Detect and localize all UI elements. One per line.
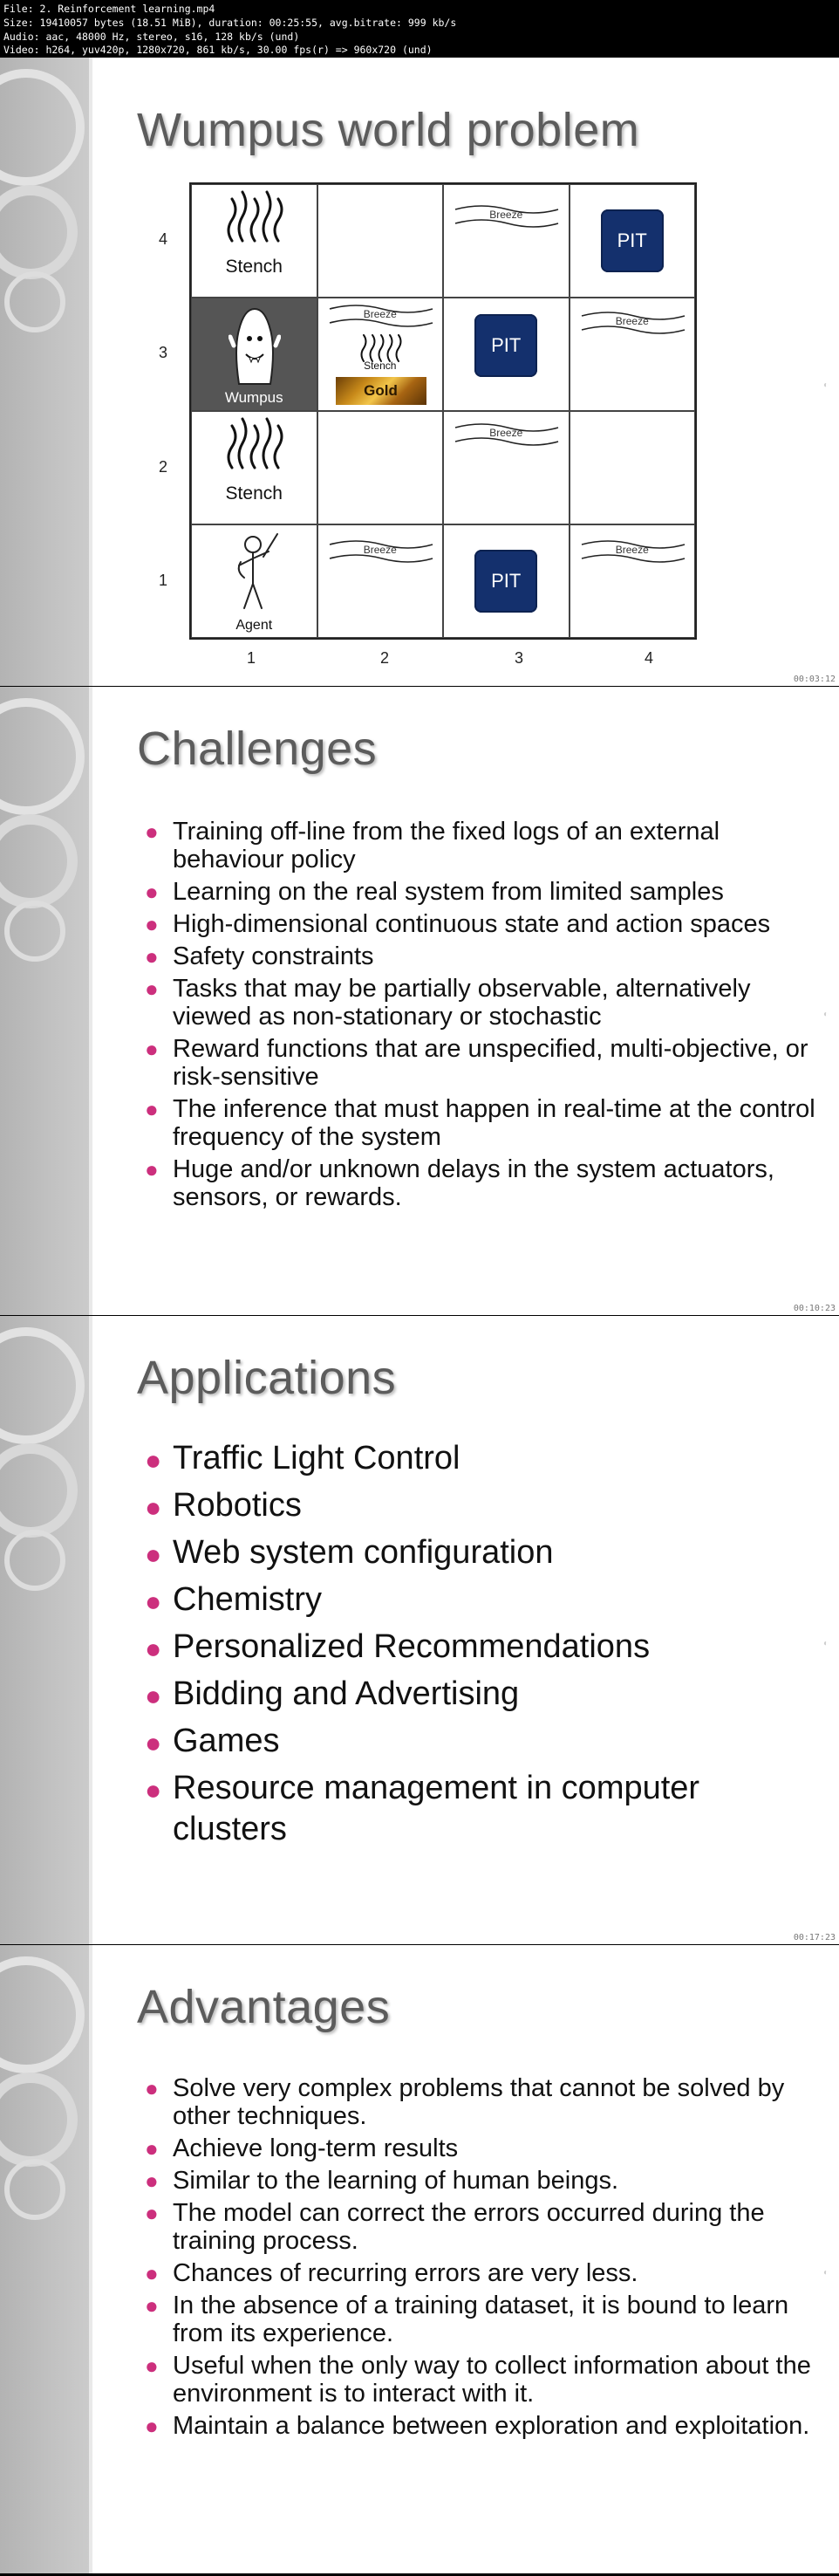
wumpus-grid: [189, 182, 697, 640]
bullet-dot-icon: ●: [145, 819, 159, 845]
slide-title: Applications: [137, 1352, 397, 1404]
breeze-indicator: [578, 536, 686, 565]
bullet-text: The inference that must happen in real-time at the control frequency of the system: [173, 1095, 815, 1151]
cell-2-4: [317, 184, 444, 298]
list-item: [145, 1095, 816, 1151]
breeze-label: Breeze: [489, 427, 523, 439]
list-item: [145, 2352, 816, 2408]
watermark-logo: ◐: [822, 1010, 829, 1019]
list-item: [145, 1579, 781, 1620]
bullet-list: [145, 2074, 816, 2444]
decorative-circles: [0, 66, 105, 346]
stench-icon: [223, 188, 286, 244]
list-item: [145, 1674, 781, 1715]
bullet-dot-icon: ●: [145, 2292, 159, 2319]
col-label-4: 4: [645, 649, 654, 667]
bullet-dot-icon: ●: [145, 2260, 159, 2286]
stench-icon: [358, 333, 404, 363]
info-line-video: Video: h264, yuv420p, 1280x720, 861 kb/s, 30.00 fps(r) => 960x720 (und): [3, 44, 433, 57]
info-line-audio: Audio: aac, 48000 Hz, stereo, s16, 128 kb/s (und): [3, 30, 300, 43]
watermark-logo: ◐: [822, 380, 829, 390]
list-item: [145, 2134, 816, 2162]
gold-treasure: Gold: [336, 377, 426, 405]
stench-icon: [223, 415, 286, 471]
slide-title: Challenges: [137, 723, 378, 775]
cell-4-4: [570, 184, 696, 298]
breeze-indicator: [326, 300, 434, 330]
frame-timestamp: 00:17:23: [793, 1933, 836, 1942]
bullet-dot-icon: ●: [145, 1586, 162, 1617]
bullet-dot-icon: ●: [145, 1491, 162, 1523]
breeze-label: Breeze: [489, 209, 523, 221]
watermark-logo: ◐: [822, 2268, 829, 2278]
breeze-indicator: [452, 201, 560, 230]
bullet-dot-icon: ●: [145, 1680, 162, 1711]
slide-advantages: [0, 1945, 839, 2573]
list-item: [145, 878, 816, 906]
breeze-indicator: [578, 307, 686, 337]
bullet-text: Resource management in computer clusters: [173, 1770, 700, 1847]
bullet-text: Tasks that may be partially observable, alternatively viewed as non-stationary or stochastic: [173, 975, 751, 1031]
bullet-text: Maintain a balance between exploration and exploitation.: [173, 2412, 810, 2440]
pit-tile: PIT: [474, 550, 537, 613]
bullet-dot-icon: ●: [145, 1774, 162, 1805]
slide-applications: [0, 1316, 839, 1944]
agent-figure-icon: [229, 531, 281, 614]
bullet-dot-icon: ●: [145, 2413, 159, 2439]
breeze-indicator: [452, 419, 560, 449]
cell-3-1: [443, 524, 570, 638]
list-item: [145, 1532, 781, 1573]
frame-timestamp: 00:03:12: [793, 675, 836, 684]
list-item: [145, 942, 816, 970]
row-label-2: 2: [159, 458, 168, 476]
wumpus-monster-icon: [229, 305, 281, 389]
pit-tile: PIT: [474, 314, 537, 377]
bullet-text: Training off-line from the fixed logs of an external behaviour policy: [173, 818, 720, 874]
decorative-circles: [0, 695, 105, 975]
stench-label-small: Stench: [364, 360, 397, 372]
pit-tile: PIT: [601, 209, 664, 272]
list-item: [145, 1438, 781, 1479]
bullet-text: Useful when the only way to collect information about the environment is to interact with it.: [173, 2352, 811, 2408]
bullet-dot-icon: ●: [145, 911, 159, 937]
bullet-text: In the absence of a training dataset, it is bound to learn from its experience.: [173, 2292, 789, 2347]
bullet-text: Reward functions that are unspecified, multi-objective, or risk-sensitive: [173, 1035, 808, 1091]
info-line-size: Size: 19410057 bytes (18.51 MiB), duration: 00:25:55, avg.bitrate: 999 kb/s: [3, 16, 457, 29]
bullet-dot-icon: ●: [145, 2353, 159, 2379]
cell-1-2: [191, 411, 317, 524]
bullet-dot-icon: ●: [145, 2135, 159, 2162]
bullet-text: Chances of recurring errors are very less.: [173, 2259, 638, 2287]
slide-wumpus-world: [0, 58, 839, 686]
agent-label: Agent: [235, 618, 273, 633]
breeze-label: Breeze: [615, 544, 649, 556]
breeze-label: Breeze: [615, 315, 649, 327]
list-item: [145, 1485, 781, 1526]
bullet-text: Robotics: [173, 1487, 302, 1524]
frame-timestamp: 00:10:23: [793, 1304, 836, 1313]
cell-4-3: [570, 298, 696, 411]
bullet-dot-icon: ●: [145, 879, 159, 905]
bullet-text: Huge and/or unknown delays in the system actuators, sensors, or rewards.: [173, 1155, 774, 1211]
bullet-dot-icon: ●: [145, 2200, 159, 2226]
list-item: [145, 1768, 781, 1850]
list-item: [145, 1155, 816, 1211]
list-item: [145, 1035, 816, 1091]
list-item: [145, 2167, 816, 2195]
slide-title: Advantages: [137, 1981, 391, 2033]
slide-challenges: [0, 687, 839, 1315]
list-item: [145, 2074, 816, 2130]
list-item: [145, 1721, 781, 1762]
list-item: [145, 818, 816, 874]
bullet-dot-icon: ●: [145, 1538, 162, 1570]
breeze-indicator: [326, 536, 434, 565]
row-label-3: 3: [159, 344, 168, 361]
bullet-list: [145, 818, 816, 1216]
breeze-label: Breeze: [363, 544, 397, 556]
bullet-dot-icon: ●: [145, 1633, 162, 1664]
bullet-dot-icon: ●: [145, 2168, 159, 2194]
list-item: [145, 1627, 781, 1668]
cell-2-1: [317, 524, 444, 638]
slide-title: Wumpus world problem: [137, 104, 640, 156]
bullet-text: Learning on the real system from limited samples: [173, 878, 724, 906]
list-item: [145, 975, 816, 1031]
cell-4-1: [570, 524, 696, 638]
cell-1-4: [191, 184, 317, 298]
bullet-dot-icon: ●: [145, 1036, 159, 1062]
bullet-text: Solve very complex problems that cannot be solved by other techniques.: [173, 2074, 785, 2130]
video-info-header: [0, 0, 839, 58]
bullet-text: Web system configuration: [173, 1534, 554, 1571]
list-item: [145, 2199, 816, 2255]
bullet-text: The model can correct the errors occurred during the training process.: [173, 2199, 765, 2255]
watermark-logo: ◐: [822, 1639, 829, 1648]
bullet-text: High-dimensional continuous state and action spaces: [173, 910, 771, 938]
row-label-1: 1: [159, 572, 168, 589]
cell-1-1: [191, 524, 317, 638]
bullet-dot-icon: ●: [145, 1444, 162, 1476]
bullet-dot-icon: ●: [145, 1156, 159, 1182]
bullet-dot-icon: ●: [145, 2075, 159, 2101]
row-label-4: 4: [159, 230, 168, 248]
decorative-circles: [0, 1954, 105, 2233]
bullet-text: Games: [173, 1723, 280, 1759]
list-item: [145, 2292, 816, 2347]
cell-4-2: [570, 411, 696, 524]
bullet-dot-icon: ●: [145, 943, 159, 969]
list-item: [145, 910, 816, 938]
stench-label: Stench: [225, 483, 283, 504]
bullet-text: Similar to the learning of human beings.: [173, 2167, 619, 2195]
cell-2-2: [317, 411, 444, 524]
col-label-1: 1: [247, 649, 256, 667]
bullet-list: [145, 1438, 781, 1856]
list-item: [145, 2259, 816, 2287]
bullet-dot-icon: ●: [145, 1096, 159, 1122]
info-line-file: File: 2. Reinforcement learning.mp4: [3, 3, 215, 15]
bullet-dot-icon: ●: [145, 976, 159, 1002]
cell-3-4: [443, 184, 570, 298]
cell-3-2: [443, 411, 570, 524]
bullet-text: Safety constraints: [173, 942, 374, 970]
cell-1-3: [191, 298, 317, 411]
cell-2-3: [317, 298, 444, 411]
bullet-text: Traffic Light Control: [173, 1440, 460, 1476]
col-label-2: 2: [380, 649, 390, 667]
bullet-text: Bidding and Advertising: [173, 1675, 520, 1712]
col-label-3: 3: [515, 649, 524, 667]
bullet-text: Chemistry: [173, 1581, 323, 1618]
bullet-text: Achieve long-term results: [173, 2134, 459, 2162]
bullet-text: Personalized Recommendations: [173, 1628, 651, 1665]
wumpus-label: Wumpus: [224, 389, 283, 406]
list-item: [145, 2412, 816, 2440]
bullet-dot-icon: ●: [145, 1727, 162, 1758]
stench-label: Stench: [225, 257, 283, 277]
breeze-label: Breeze: [363, 308, 397, 320]
decorative-circles: [0, 1325, 105, 1604]
cell-3-3: [443, 298, 570, 411]
